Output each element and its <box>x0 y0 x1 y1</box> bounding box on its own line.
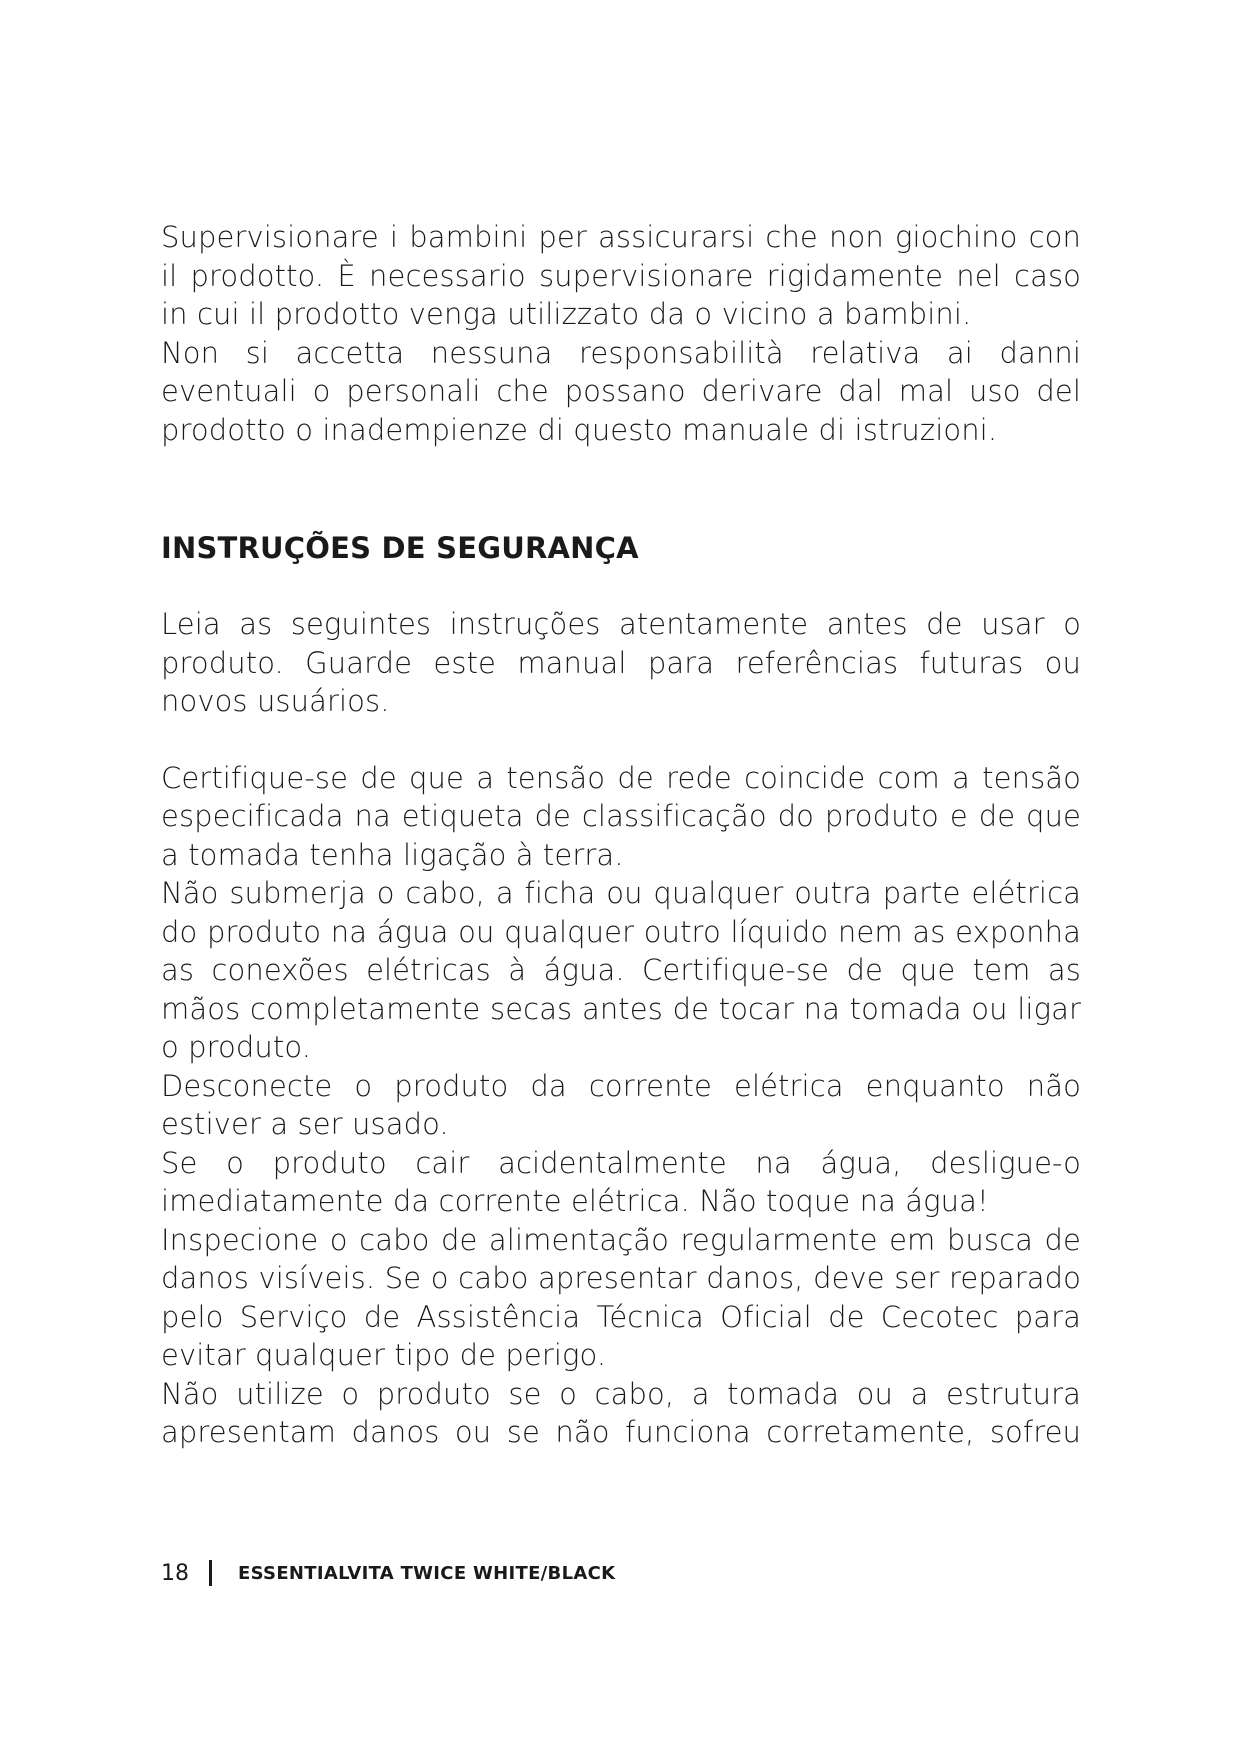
page-content <box>161 218 1081 1452</box>
intro-paragraph: Leia as seguintes instruções atentamente antes de usar o produto. Guarde este manual para referências futuras ou novos usuários. <box>161 607 1081 718</box>
page-number: 18 <box>161 1560 189 1586</box>
safety-paragraph-6: Não utilize o produto se o cabo, a tomada ou a estrutura apresentam danos ou se não funciona corretamente, sofreu <box>161 1376 1081 1449</box>
safety-paragraph-3: Desconecte o produto da corrente elétrica enquanto não estiver a ser usado. <box>161 1068 1081 1141</box>
italian-paragraph-2: Non si accetta nessuna responsabilità relativa ai danni eventuali o personali che possano derivare dal mal uso del prodotto o inadempienze di questo manuale di istruzioni. <box>161 335 1081 447</box>
safety-paragraph-5: Inspecione o cabo de alimentação regularmente em busca de danos visíveis. Se o cabo apresentar danos, deve ser reparado pelo Serviço de Assistência Técnica Oficial de Cecotec para evitar qualquer tipo de perigo. <box>161 1222 1081 1372</box>
product-title: ESSENTIALVITA TWICE WHITE/BLACK <box>238 1562 616 1584</box>
section-heading: INSTRUÇÕES DE SEGURANÇA <box>161 531 639 565</box>
footer-divider <box>209 1560 212 1586</box>
safety-paragraph-2: Não submerja o cabo, a ficha ou qualquer outra parte elétrica do produto na água ou qualquer outro líquido nem as exponha as conexões elétricas à água. Certifique-se de que tem as mãos completamente secas antes de tocar na tomada ou ligar o produto. <box>161 876 1081 1064</box>
safety-paragraph-1: Certifique-se de que a tensão de rede coincide com a tensão especificada na etiqueta de classificação do produto e de que a tomada tenha ligação à terra. <box>161 760 1081 872</box>
page-footer <box>161 1560 615 1586</box>
italian-paragraph-1: Supervisionare i bambini per assicurarsi che non giochino con il prodotto. È necessario supervisionare rigidamente nel caso in cui il prodotto venga utilizzato da o vicino a bambini. <box>161 220 1081 331</box>
safety-paragraph-4: Se o produto cair acidentalmente na água, desligue-o imediatamente da corrente elétrica. Não toque na água! <box>161 1145 1081 1218</box>
